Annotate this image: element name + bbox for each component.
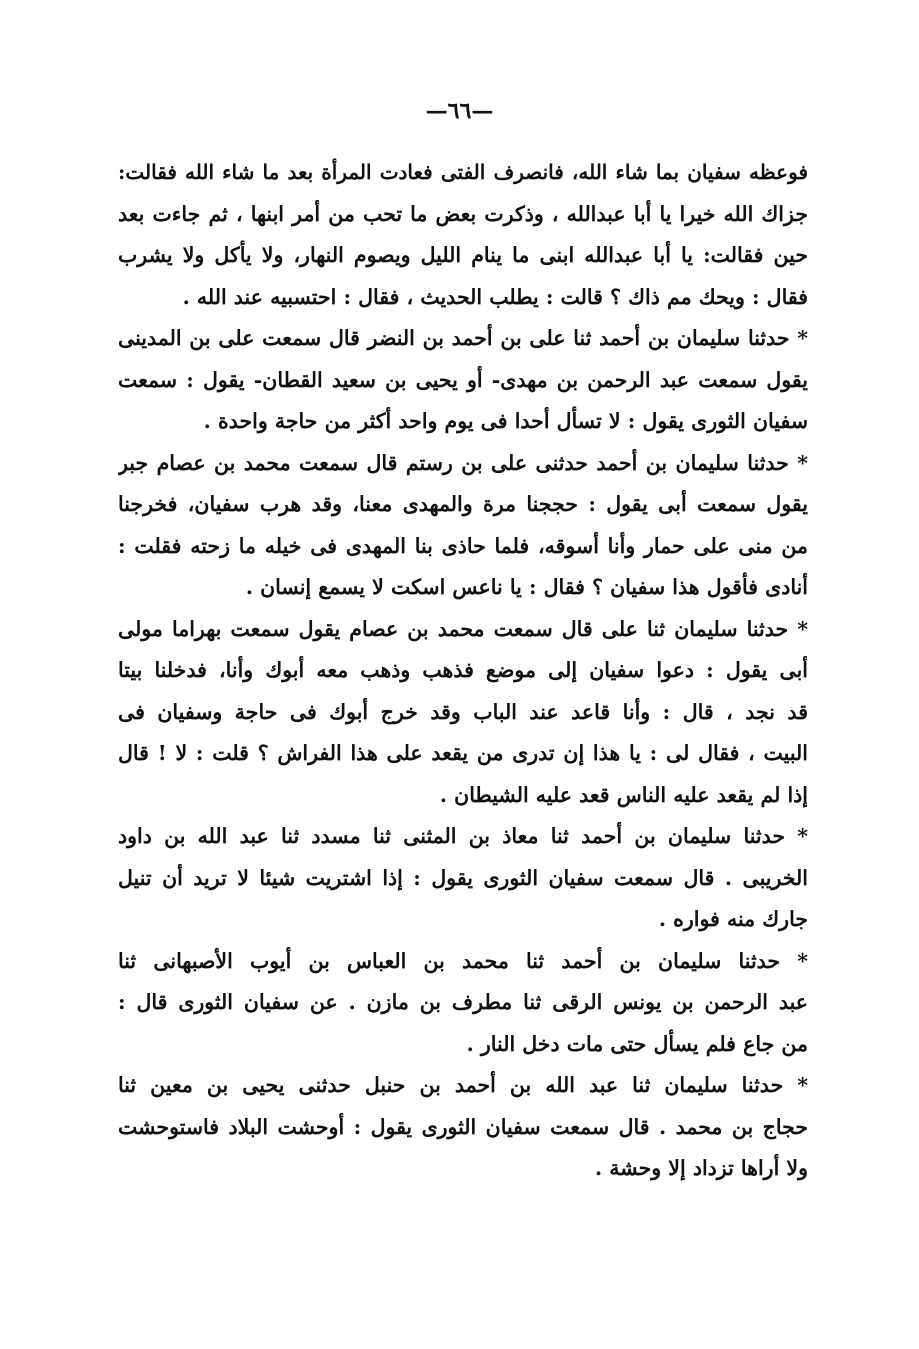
text-line: حين فقالت: يا أبا عبدالله ابنى ما ينام الليل ويصوم النهار، ولا يأكل ولا يشرب — [118, 243, 808, 267]
text-line: * حدثنا سليمان ثنا عبد الله بن أحمد بن حنبل حدثنى يحيى بن معين ثنا — [118, 1073, 808, 1097]
paragraph — [118, 941, 808, 1066]
text-line: عبد الرحمن بن يونس الرقى ثنا مطرف بن مازن . عن سفيان الثورى قال : — [118, 990, 808, 1014]
text-line: أنادى فأقول هذا سفيان ؟ فقال : يا ناعس اسكت لا يسمع إنسان . — [245, 575, 808, 599]
text-line: حجاج بن محمد . قال سمعت سفيان الثورى يقول : أوحشت البلاد فاستوحشت — [118, 1114, 808, 1139]
paragraph — [118, 816, 808, 941]
text-line: يقول سمعت أبى يقول : حججنا مرة والمهدى معنا، وقد هرب سفيان، فخرجنا — [118, 492, 808, 516]
text-line: جزاك الله خيرا يا أبا عبدالله ، وذكرت بعض ما تحب من أمر ابنها ، ثم جاءت بعد — [118, 201, 808, 226]
text-line: * حدثنا سليمان بن أحمد ثنا على بن أحمد بن النضر قال سمعت على بن المدينى — [118, 326, 808, 350]
paragraph — [118, 1065, 808, 1190]
text-line: * حدثنا سليمان بن أحمد ثنا معاذ بن المثنى ثنا مسدد ثنا عبد الله بن داود — [118, 824, 808, 848]
text-line: يقول سمعت عبد الرحمن بن مهدى- أو يحيى بن سعيد القطان- يقول : سمعت — [118, 367, 808, 392]
paragraph — [118, 609, 808, 817]
text-line: أبى يقول : دعوا سفيان إلى موضع فذهب وذهب معه أبوك وأنا، فدخلنا بيتا — [118, 658, 808, 682]
text-line: ولا أراها تزداد إلا وحشة . — [595, 1156, 808, 1180]
paragraph — [118, 443, 808, 609]
page-number: —٦٦— — [425, 98, 494, 124]
text-line: * حدثنا سليمان ثنا على قال سمعت محمد بن عصام يقول سمعت بهراما مولى — [118, 616, 808, 641]
text-line: سفيان الثورى يقول : لا تسأل أحدا فى يوم واحد أكثر من حاجة واحدة . — [203, 409, 808, 433]
text-line: البيت ، فقال لى : يا هذا إن تدرى من يقعد على هذا الفراش ؟ قلت : لا ! قال — [118, 741, 808, 765]
text-line: من منى على حمار وأنا أسوقه، فلما حاذى بنا المهدى فى خيله ما زحته فقلت : — [118, 533, 808, 558]
text-line: قد نجد ، قال : وأنا قاعد عند الباب وقد خرج أبوك فى حاجة وسفيان فى — [118, 699, 808, 724]
text-line: إذا لم يقعد عليه الناس قعد عليه الشيطان . — [439, 782, 808, 807]
text-line: * حدثنا سليمان بن أحمد حدثنى على بن رستم قال سمعت محمد بن عصام جبر — [118, 450, 808, 475]
text-line: جارك منه فواره . — [658, 907, 808, 931]
page-body — [118, 152, 808, 1190]
text-line: الخريبى . قال سمعت سفيان الثورى يقول : إذا اشتريت شيئا لا تريد أن تنيل — [118, 865, 808, 890]
text-line: فقال : ويحك مم ذاك ؟ قالت : يطلب الحديث ، فقال : احتسبيه عند الله . — [182, 284, 808, 309]
text-line: من جاع فلم يسأل حتى مات دخل النار . — [466, 1031, 808, 1056]
paragraph — [118, 318, 808, 443]
text-line: * حدثنا سليمان بن أحمد ثنا محمد بن العباس بن أيوب الأصبهانى ثنا — [118, 948, 808, 973]
paragraph — [118, 152, 808, 318]
text-line: فوعظه سفيان بما شاء الله، فانصرف الفتى فعادت المرأة بعد ما شاء الله فقالت: — [118, 160, 808, 184]
